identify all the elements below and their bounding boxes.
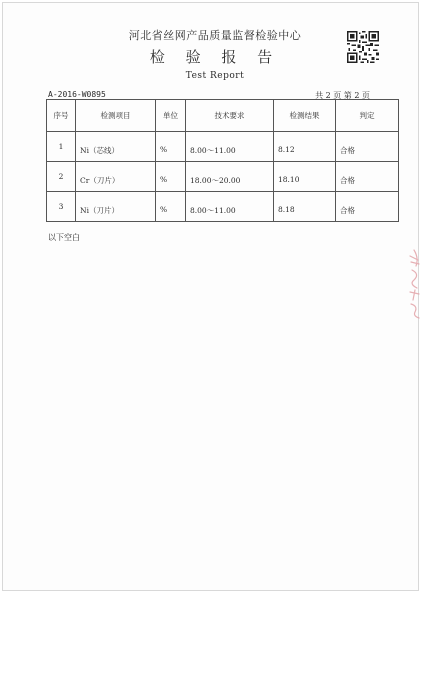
requirement: 8.00～11.00	[186, 192, 274, 222]
requirement: 18.00～20.00	[186, 162, 274, 192]
table-row	[47, 132, 399, 162]
test-item: Cr（刀片）	[76, 162, 156, 192]
organization-name: 河北省丝网产品质量监督检验中心	[128, 29, 302, 42]
page-subtitle: Test Report	[185, 71, 245, 81]
result: 8.12	[274, 132, 336, 162]
requirement: 8.00～11.00	[186, 132, 274, 162]
report-page	[2, 2, 419, 591]
result: 18.10	[274, 162, 336, 192]
blank-below-note: 以下空白	[48, 233, 80, 242]
page-title: 检 验 报 告	[149, 48, 281, 66]
column-header-item: 检测项目	[76, 100, 156, 132]
column-header-verdict: 判定	[336, 100, 399, 132]
page-info: 共 2 页 第 2 页	[315, 91, 370, 100]
result: 8.18	[274, 192, 336, 222]
column-header-unit: 单位	[156, 100, 186, 132]
row-number: 1	[47, 132, 76, 162]
column-header-requirement: 技术要求	[186, 100, 274, 132]
table-row	[47, 192, 399, 222]
verdict: 合格	[336, 192, 399, 222]
unit: %	[156, 162, 186, 192]
unit: %	[156, 132, 186, 162]
seal-stamp-icon	[400, 248, 422, 320]
column-header-no: 序号	[47, 100, 76, 132]
column-header-result: 检测结果	[274, 100, 336, 132]
row-number: 3	[47, 192, 76, 222]
results-table	[46, 99, 399, 222]
report-number: A-2016-W0895	[48, 90, 106, 99]
verdict: 合格	[336, 132, 399, 162]
table-row	[47, 162, 399, 192]
table-header-row	[47, 100, 399, 132]
row-number: 2	[47, 162, 76, 192]
test-item: Ni（芯线）	[76, 132, 156, 162]
unit: %	[156, 192, 186, 222]
test-item: Ni（刀片）	[76, 192, 156, 222]
qr-code-icon	[347, 31, 379, 63]
verdict: 合格	[336, 162, 399, 192]
